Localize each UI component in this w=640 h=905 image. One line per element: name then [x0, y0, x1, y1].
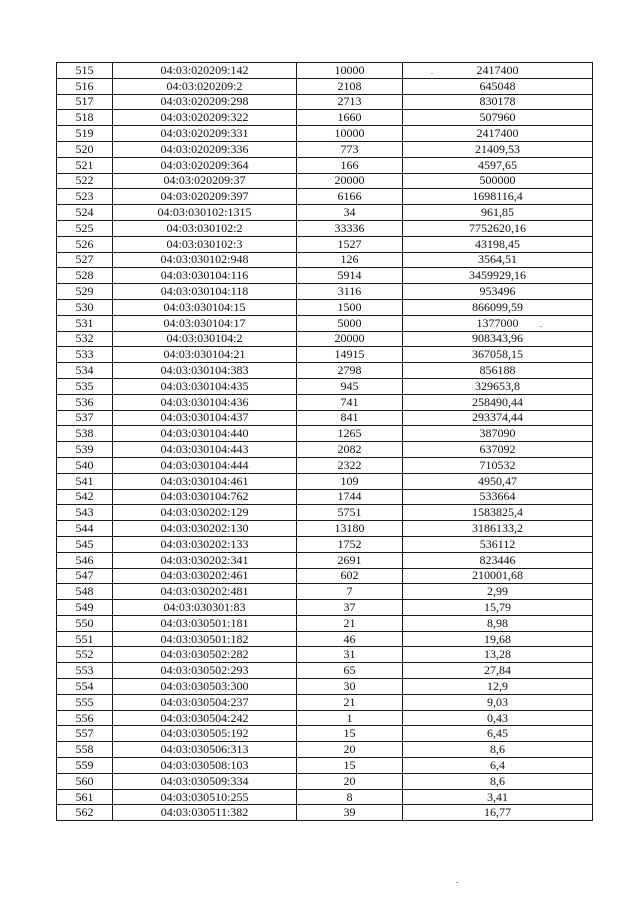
row-number-cell: 555 — [57, 694, 113, 710]
area-cell: 2322 — [297, 457, 403, 473]
row-number-cell: 548 — [57, 584, 113, 600]
row-number-cell: 526 — [57, 236, 113, 252]
cadastral-number-cell: 04:03:030509:334 — [113, 773, 297, 789]
cadastral-number-cell: 04:03:030504:242 — [113, 710, 297, 726]
cadastral-value-cell: 329653,8 — [403, 378, 593, 394]
row-number-cell: 520 — [57, 141, 113, 157]
table-row — [57, 173, 593, 189]
row-number-cell: 533 — [57, 347, 113, 363]
table-row — [57, 63, 593, 79]
cadastral-number-cell: 04:03:030104:116 — [113, 268, 297, 284]
cadastral-number-cell: 04:03:030104:17 — [113, 315, 297, 331]
area-cell: 2108 — [297, 78, 403, 94]
cadastral-number-cell: 04:03:030104:383 — [113, 363, 297, 379]
cadastral-value-cell: 21409,53 — [403, 141, 593, 157]
table-row — [57, 789, 593, 805]
row-number-cell: 554 — [57, 679, 113, 695]
table-row — [57, 347, 593, 363]
cadastral-number-cell: 04:03:030104:436 — [113, 394, 297, 410]
area-cell: 1 — [297, 710, 403, 726]
row-number-cell: 541 — [57, 473, 113, 489]
area-cell: 5000 — [297, 315, 403, 331]
area-cell: 602 — [297, 568, 403, 584]
cadastral-value-cell: 8,6 — [403, 742, 593, 758]
row-number-cell: 532 — [57, 331, 113, 347]
cadastral-number-cell: 04:03:030102:2 — [113, 220, 297, 236]
cadastral-number-cell: 04:03:030505:192 — [113, 726, 297, 742]
area-cell: 1752 — [297, 536, 403, 552]
area-cell: 33336 — [297, 220, 403, 236]
table-row — [57, 410, 593, 426]
row-number-cell: 523 — [57, 189, 113, 205]
cadastral-number-cell: 04:03:030202:130 — [113, 521, 297, 537]
row-number-cell: 528 — [57, 268, 113, 284]
area-cell: 39 — [297, 805, 403, 821]
cadastral-value-cell: 2,99 — [403, 584, 593, 600]
table-row — [57, 378, 593, 394]
row-number-cell: 517 — [57, 94, 113, 110]
cadastral-value-cell: 8,6 — [403, 773, 593, 789]
cadastral-number-cell: 04:03:030508:103 — [113, 758, 297, 774]
area-cell: 1744 — [297, 489, 403, 505]
row-number-cell: 535 — [57, 378, 113, 394]
cadastral-number-cell: 04:03:030202:341 — [113, 552, 297, 568]
cadastral-number-cell: 04:03:020209:2 — [113, 78, 297, 94]
table-row — [57, 268, 593, 284]
cadastral-value-cell: 12,9 — [403, 679, 593, 695]
area-cell: 31 — [297, 647, 403, 663]
area-cell: 5914 — [297, 268, 403, 284]
row-number-cell: 549 — [57, 600, 113, 616]
row-number-cell: 519 — [57, 126, 113, 142]
cadastral-value-cell: 7752620,16 — [403, 220, 593, 236]
area-cell: 21 — [297, 615, 403, 631]
cadastral-number-cell: 04:03:030104:2 — [113, 331, 297, 347]
area-cell: 1527 — [297, 236, 403, 252]
cadastral-value-cell: 953496 — [403, 284, 593, 300]
cadastral-value-cell: 15,79 — [403, 600, 593, 616]
table-row — [57, 442, 593, 458]
table-row — [57, 552, 593, 568]
row-number-cell: 546 — [57, 552, 113, 568]
cadastral-number-cell: 04:03:030104:15 — [113, 299, 297, 315]
cadastral-value-cell: 4950,47 — [403, 473, 593, 489]
area-cell: 1660 — [297, 110, 403, 126]
table-row — [57, 505, 593, 521]
cadastral-number-cell: 04:03:030102:948 — [113, 252, 297, 268]
row-number-cell: 561 — [57, 789, 113, 805]
cadastral-number-cell: 04:03:030202:129 — [113, 505, 297, 521]
row-number-cell: 529 — [57, 284, 113, 300]
row-number-cell: 542 — [57, 489, 113, 505]
cadastral-value-cell: 830178 — [403, 94, 593, 110]
scan-speck — [540, 326, 542, 327]
row-number-cell: 557 — [57, 726, 113, 742]
cadastral-number-cell: 04:03:020209:37 — [113, 173, 297, 189]
row-number-cell: 559 — [57, 758, 113, 774]
table-row — [57, 710, 593, 726]
cadastral-value-cell: 500000 — [403, 173, 593, 189]
cadastral-value-cell: 710532 — [403, 457, 593, 473]
table-row — [57, 489, 593, 505]
table-row — [57, 679, 593, 695]
area-cell: 14915 — [297, 347, 403, 363]
area-cell: 10000 — [297, 126, 403, 142]
cadastral-value-cell: 6,45 — [403, 726, 593, 742]
cadastral-number-cell: 04:03:030503:300 — [113, 679, 297, 695]
row-number-cell: 553 — [57, 663, 113, 679]
area-cell: 945 — [297, 378, 403, 394]
cadastral-number-cell: 04:03:030501:182 — [113, 631, 297, 647]
cadastral-number-cell: 04:03:030104:762 — [113, 489, 297, 505]
table-row — [57, 189, 593, 205]
cadastral-number-cell: 04:03:030104:440 — [113, 426, 297, 442]
area-cell: 2691 — [297, 552, 403, 568]
cadastral-value-cell: 866099,59 — [403, 299, 593, 315]
row-number-cell: 538 — [57, 426, 113, 442]
cadastral-value-cell: 1583825,4 — [403, 505, 593, 521]
area-cell: 15 — [297, 726, 403, 742]
table-row — [57, 805, 593, 821]
table-row — [57, 584, 593, 600]
table-row — [57, 663, 593, 679]
cadastral-value-cell: 2417400 — [403, 63, 593, 79]
row-number-cell: 539 — [57, 442, 113, 458]
area-cell: 7 — [297, 584, 403, 600]
row-number-cell: 540 — [57, 457, 113, 473]
area-cell: 20000 — [297, 173, 403, 189]
cadastral-value-cell: 637092 — [403, 442, 593, 458]
row-number-cell: 522 — [57, 173, 113, 189]
table-row — [57, 426, 593, 442]
cadastral-number-cell: 04:03:020209:364 — [113, 157, 297, 173]
area-cell: 30 — [297, 679, 403, 695]
cadastral-number-cell: 04:03:030506:313 — [113, 742, 297, 758]
area-cell: 10000 — [297, 63, 403, 79]
table-row — [57, 536, 593, 552]
row-number-cell: 560 — [57, 773, 113, 789]
area-cell: 20 — [297, 742, 403, 758]
cadastral-value-cell: 8,98 — [403, 615, 593, 631]
cadastral-value-cell: 13,28 — [403, 647, 593, 663]
row-number-cell: 537 — [57, 410, 113, 426]
cadastral-number-cell: 04:03:030301:83 — [113, 600, 297, 616]
cadastral-value-cell: 9,03 — [403, 694, 593, 710]
cadastral-number-cell: 04:03:020209:397 — [113, 189, 297, 205]
cadastral-number-cell: 04:03:030102:3 — [113, 236, 297, 252]
row-number-cell: 527 — [57, 252, 113, 268]
row-number-cell: 516 — [57, 78, 113, 94]
row-number-cell: 534 — [57, 363, 113, 379]
table-row — [57, 236, 593, 252]
cadastral-value-cell: 3459929,16 — [403, 268, 593, 284]
cadastral-value-cell: 27,84 — [403, 663, 593, 679]
area-cell: 2798 — [297, 363, 403, 379]
row-number-cell: 543 — [57, 505, 113, 521]
area-cell: 2713 — [297, 94, 403, 110]
cadastral-value-cell: 908343,96 — [403, 331, 593, 347]
cadastral-number-cell: 04:03:030104:443 — [113, 442, 297, 458]
table-row — [57, 615, 593, 631]
cadastral-number-cell: 04:03:030502:282 — [113, 647, 297, 663]
table-row — [57, 473, 593, 489]
area-cell: 6166 — [297, 189, 403, 205]
cadastral-value-cell: 210001,68 — [403, 568, 593, 584]
cadastral-value-cell: 2417400 — [403, 126, 593, 142]
area-cell: 1265 — [297, 426, 403, 442]
cadastral-value-cell: 3186133,2 — [403, 521, 593, 537]
cadastral-value-cell: 258490,44 — [403, 394, 593, 410]
table-row — [57, 157, 593, 173]
table-row — [57, 726, 593, 742]
cadastral-number-cell: 04:03:030510:255 — [113, 789, 297, 805]
table-row — [57, 457, 593, 473]
cadastral-number-cell: 04:03:030104:118 — [113, 284, 297, 300]
cadastral-value-cell: 4597,65 — [403, 157, 593, 173]
table-row — [57, 394, 593, 410]
scan-speck — [431, 73, 433, 74]
cadastral-value-cell: 1377000 — [403, 315, 593, 331]
row-number-cell: 536 — [57, 394, 113, 410]
area-cell: 773 — [297, 141, 403, 157]
table-row — [57, 220, 593, 236]
area-cell: 109 — [297, 473, 403, 489]
cadastral-value-cell: 3564,51 — [403, 252, 593, 268]
cadastral-value-cell: 43198,45 — [403, 236, 593, 252]
table-row — [57, 521, 593, 537]
table-body — [57, 63, 593, 821]
cadastral-value-cell: 533664 — [403, 489, 593, 505]
area-cell: 37 — [297, 600, 403, 616]
row-number-cell: 525 — [57, 220, 113, 236]
cadastral-value-cell: 961,85 — [403, 205, 593, 221]
table-row — [57, 141, 593, 157]
row-number-cell: 562 — [57, 805, 113, 821]
area-cell: 8 — [297, 789, 403, 805]
cadastral-value-cell: 536112 — [403, 536, 593, 552]
scan-speck — [456, 882, 458, 883]
table-row — [57, 205, 593, 221]
row-number-cell: 545 — [57, 536, 113, 552]
cadastral-number-cell: 04:03:030202:461 — [113, 568, 297, 584]
cadastral-value-cell: 16,77 — [403, 805, 593, 821]
table-row — [57, 331, 593, 347]
table-row — [57, 742, 593, 758]
cadastral-number-cell: 04:03:020209:142 — [113, 63, 297, 79]
row-number-cell: 556 — [57, 710, 113, 726]
cadastral-number-cell: 04:03:030104:437 — [113, 410, 297, 426]
area-cell: 65 — [297, 663, 403, 679]
row-number-cell: 531 — [57, 315, 113, 331]
area-cell: 841 — [297, 410, 403, 426]
row-number-cell: 524 — [57, 205, 113, 221]
table-row — [57, 647, 593, 663]
table-row — [57, 694, 593, 710]
table-row — [57, 126, 593, 142]
row-number-cell: 530 — [57, 299, 113, 315]
cadastral-number-cell: 04:03:020209:322 — [113, 110, 297, 126]
cadastral-value-cell: 0,43 — [403, 710, 593, 726]
cadastral-number-cell: 04:03:030102:1315 — [113, 205, 297, 221]
area-cell: 34 — [297, 205, 403, 221]
cadastral-number-cell: 04:03:020209:331 — [113, 126, 297, 142]
area-cell: 126 — [297, 252, 403, 268]
row-number-cell: 558 — [57, 742, 113, 758]
table-row — [57, 94, 593, 110]
cadastral-number-cell: 04:03:020209:336 — [113, 141, 297, 157]
cadastral-number-cell: 04:03:030502:293 — [113, 663, 297, 679]
row-number-cell: 521 — [57, 157, 113, 173]
cadastral-value-cell: 3,41 — [403, 789, 593, 805]
table-row — [57, 773, 593, 789]
cadastral-value-cell: 507960 — [403, 110, 593, 126]
land-parcel-table — [56, 62, 593, 821]
cadastral-value-cell: 293374,44 — [403, 410, 593, 426]
table-row — [57, 252, 593, 268]
cadastral-value-cell: 645048 — [403, 78, 593, 94]
area-cell: 15 — [297, 758, 403, 774]
table-row — [57, 110, 593, 126]
cadastral-number-cell: 04:03:030104:444 — [113, 457, 297, 473]
area-cell: 20000 — [297, 331, 403, 347]
table-row — [57, 600, 593, 616]
cadastral-number-cell: 04:03:030501:181 — [113, 615, 297, 631]
table-row — [57, 315, 593, 331]
cadastral-value-cell: 823446 — [403, 552, 593, 568]
cadastral-number-cell: 04:03:030504:237 — [113, 694, 297, 710]
cadastral-value-cell: 367058,15 — [403, 347, 593, 363]
table-row — [57, 284, 593, 300]
row-number-cell: 551 — [57, 631, 113, 647]
cadastral-number-cell: 04:03:030511:382 — [113, 805, 297, 821]
row-number-cell: 544 — [57, 521, 113, 537]
cadastral-number-cell: 04:03:020209:298 — [113, 94, 297, 110]
row-number-cell: 547 — [57, 568, 113, 584]
table-row — [57, 568, 593, 584]
row-number-cell: 550 — [57, 615, 113, 631]
area-cell: 46 — [297, 631, 403, 647]
row-number-cell: 552 — [57, 647, 113, 663]
cadastral-number-cell: 04:03:030104:21 — [113, 347, 297, 363]
cadastral-value-cell: 387090 — [403, 426, 593, 442]
cadastral-value-cell: 1698116,4 — [403, 189, 593, 205]
table-row — [57, 78, 593, 94]
area-cell: 2082 — [297, 442, 403, 458]
cadastral-value-cell: 6,4 — [403, 758, 593, 774]
area-cell: 13180 — [297, 521, 403, 537]
table-row — [57, 363, 593, 379]
cadastral-value-cell: 856188 — [403, 363, 593, 379]
cadastral-number-cell: 04:03:030202:133 — [113, 536, 297, 552]
area-cell: 21 — [297, 694, 403, 710]
area-cell: 741 — [297, 394, 403, 410]
cadastral-number-cell: 04:03:030104:461 — [113, 473, 297, 489]
row-number-cell: 518 — [57, 110, 113, 126]
area-cell: 166 — [297, 157, 403, 173]
area-cell: 5751 — [297, 505, 403, 521]
area-cell: 20 — [297, 773, 403, 789]
cadastral-value-cell: 19,68 — [403, 631, 593, 647]
row-number-cell: 515 — [57, 63, 113, 79]
area-cell: 3116 — [297, 284, 403, 300]
table-row — [57, 631, 593, 647]
cadastral-number-cell: 04:03:030202:481 — [113, 584, 297, 600]
cadastral-number-cell: 04:03:030104:435 — [113, 378, 297, 394]
table-row — [57, 299, 593, 315]
table-row — [57, 758, 593, 774]
area-cell: 1500 — [297, 299, 403, 315]
